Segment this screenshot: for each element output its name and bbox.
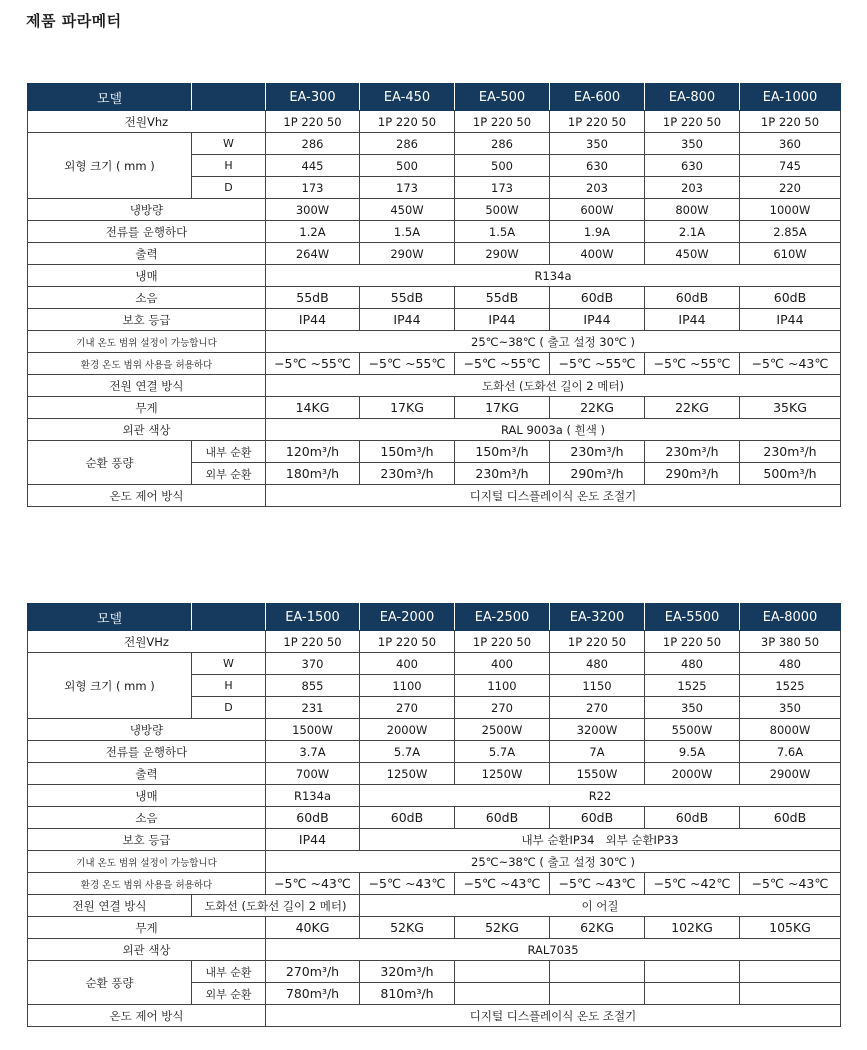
table-cell: 2.85A (740, 221, 841, 243)
row-label: 소음 (28, 287, 266, 309)
table-cell: 173 (266, 177, 360, 199)
noise-row (28, 287, 841, 309)
table-cell: 500 (360, 155, 455, 177)
table-cell: 1P 220 50 (360, 111, 455, 133)
sub-label: W (192, 133, 266, 155)
table-cell: 1.5A (455, 221, 550, 243)
table-cell: 60dB (645, 807, 740, 829)
sub-label: H (192, 155, 266, 177)
table-cell: 2000W (645, 763, 740, 785)
header-row (28, 604, 841, 631)
inner-temp-row (28, 851, 841, 873)
model-name: EA-600 (550, 84, 645, 111)
row-label: 순환 풍량 (28, 441, 192, 485)
table-cell: 1P 220 50 (740, 111, 841, 133)
table-cell: 230m³/h (645, 441, 740, 463)
table-cell: 17KG (455, 397, 550, 419)
sub-label: D (192, 177, 266, 199)
table-cell: 800W (645, 199, 740, 221)
table-cell: 270 (550, 697, 645, 719)
current-row (28, 221, 841, 243)
sub-label: 내부 순환 (192, 441, 266, 463)
table-cell: IP44 (455, 309, 550, 331)
table-cell: 203 (645, 177, 740, 199)
table-cell: 1100 (455, 675, 550, 697)
control-row (28, 485, 841, 507)
table-cell: 60dB (455, 807, 550, 829)
row-label: 냉방량 (28, 199, 266, 221)
table-cell: 400 (455, 653, 550, 675)
table-cell: R134a (266, 265, 841, 287)
table-cell: 286 (360, 133, 455, 155)
output-row (28, 763, 841, 785)
table-cell: 5500W (645, 719, 740, 741)
noise-row (28, 807, 841, 829)
model-name: EA-8000 (740, 604, 841, 631)
row-label: 외형 크기 ( mm ) (28, 133, 192, 199)
table-cell: 3.7A (266, 741, 360, 763)
table-cell: R22 (360, 785, 841, 807)
table-cell: RAL 9003a ( 흰색 ) (266, 419, 841, 441)
table-cell: 3200W (550, 719, 645, 741)
table-cell: 60dB (550, 287, 645, 309)
table-cell: 231 (266, 697, 360, 719)
table-cell: IP44 (266, 829, 360, 851)
table-cell: 350 (645, 133, 740, 155)
row-label: 기내 온도 범위 설정이 가능합니다 (28, 851, 266, 873)
table-cell (645, 961, 740, 983)
table-cell: 290W (360, 243, 455, 265)
model-name: EA-2000 (360, 604, 455, 631)
row-label: 전류를 운행하다 (28, 221, 266, 243)
table-cell: 150m³/h (360, 441, 455, 463)
row-label: 냉방량 (28, 719, 266, 741)
table-cell: 60dB (740, 807, 841, 829)
table-cell (455, 961, 550, 983)
ambient-row (28, 353, 841, 375)
table-cell: 1P 220 50 (266, 631, 360, 653)
power-row (28, 631, 841, 653)
table-cell: 480 (645, 653, 740, 675)
model-name: EA-3200 (550, 604, 645, 631)
table-cell: 1250W (455, 763, 550, 785)
table-cell: 1525 (740, 675, 841, 697)
table-cell (550, 983, 645, 1005)
table-cell: 630 (550, 155, 645, 177)
table-cell: 855 (266, 675, 360, 697)
model-name: EA-300 (266, 84, 360, 111)
table-cell: 500 (455, 155, 550, 177)
table-cell: 52KG (360, 917, 455, 939)
table-cell: 630 (645, 155, 740, 177)
table-cell: 1100 (360, 675, 455, 697)
connection-row (28, 375, 841, 397)
table-cell: 14KG (266, 397, 360, 419)
row-label: 외관 색상 (28, 939, 266, 961)
table-cell: 55dB (455, 287, 550, 309)
table-cell: 55dB (360, 287, 455, 309)
table-cell: 60dB (360, 807, 455, 829)
table-cell: R134a (266, 785, 360, 807)
table-cell: 230m³/h (550, 441, 645, 463)
row-label: 출력 (28, 243, 266, 265)
table-cell: 120m³/h (266, 441, 360, 463)
table-cell: 2900W (740, 763, 841, 785)
table-cell: 55dB (266, 287, 360, 309)
table-cell: 60dB (266, 807, 360, 829)
table-cell: 400W (550, 243, 645, 265)
table-cell: 60dB (550, 807, 645, 829)
table-cell: 1P 220 50 (455, 111, 550, 133)
table-cell: 5.7A (360, 741, 455, 763)
table-cell: −5℃ ~55℃ (266, 353, 360, 375)
model-name: EA-2500 (455, 604, 550, 631)
table-cell: 40KG (266, 917, 360, 939)
model-name: EA-800 (645, 84, 740, 111)
sub-label: H (192, 675, 266, 697)
table-cell: 180m³/h (266, 463, 360, 485)
table-cell: 8000W (740, 719, 841, 741)
table-cell: 7.6A (740, 741, 841, 763)
table-cell: 1P 220 50 (645, 631, 740, 653)
row-label: 환경 온도 범위 사용을 허용하다 (28, 353, 266, 375)
table-cell: IP44 (266, 309, 360, 331)
table-cell: −5℃ ~43℃ (266, 873, 360, 895)
output-row (28, 243, 841, 265)
table-cell: 2.1A (645, 221, 740, 243)
table-cell: 745 (740, 155, 841, 177)
table-cell: 1.2A (266, 221, 360, 243)
table-cell: −5℃ ~42℃ (645, 873, 740, 895)
table-cell: 105KG (740, 917, 841, 939)
table-cell: 22KG (550, 397, 645, 419)
table-cell: 370 (266, 653, 360, 675)
sub-label: D (192, 697, 266, 719)
current-row (28, 741, 841, 763)
table-cell: 25℃~38℃ ( 출고 설정 30℃ ) (266, 851, 841, 873)
table-cell: 290m³/h (645, 463, 740, 485)
table-cell: 1250W (360, 763, 455, 785)
table-cell: 290W (455, 243, 550, 265)
model-name: EA-5500 (645, 604, 740, 631)
table-cell: 1.5A (360, 221, 455, 243)
table-cell: IP44 (645, 309, 740, 331)
table-cell: 286 (455, 133, 550, 155)
row-label: 순환 풍량 (28, 961, 192, 1005)
table-cell: 270 (360, 697, 455, 719)
table-cell: 1P 220 50 (360, 631, 455, 653)
row-label: 전원Vhz (28, 111, 266, 133)
table-cell: 2000W (360, 719, 455, 741)
table-cell: 102KG (645, 917, 740, 939)
model-name: EA-450 (360, 84, 455, 111)
table-cell: 290m³/h (550, 463, 645, 485)
table-cell: 450W (360, 199, 455, 221)
spec-table-1 (27, 83, 841, 507)
table-cell: −5℃ ~55℃ (455, 353, 550, 375)
model-name: EA-1500 (266, 604, 360, 631)
table-cell: 360 (740, 133, 841, 155)
table-cell: −5℃ ~55℃ (645, 353, 740, 375)
airflow-in-row (28, 961, 841, 983)
table-cell: 780m³/h (266, 983, 360, 1005)
row-label: 온도 제어 방식 (28, 485, 266, 507)
table-cell: 350 (645, 697, 740, 719)
weight-row (28, 397, 841, 419)
table-cell: 445 (266, 155, 360, 177)
table-cell: 1P 220 50 (550, 631, 645, 653)
table-cell: 7A (550, 741, 645, 763)
table-cell: 203 (550, 177, 645, 199)
cooling-row (28, 199, 841, 221)
row-label: 외형 크기 ( mm ) (28, 653, 192, 719)
table-cell: IP44 (740, 309, 841, 331)
row-label: 온도 제어 방식 (28, 1005, 266, 1027)
table-cell: 35KG (740, 397, 841, 419)
table-cell: 1550W (550, 763, 645, 785)
table-cell: 60dB (740, 287, 841, 309)
table-cell: 도화선 (도화선 길이 2 메터) (192, 895, 360, 917)
sub-label: 내부 순환 (192, 961, 266, 983)
power-row (28, 111, 841, 133)
color-row (28, 419, 841, 441)
table-cell: −5℃ ~43℃ (550, 873, 645, 895)
size-w-row (28, 133, 841, 155)
table-cell: 5.7A (455, 741, 550, 763)
header-blank (192, 84, 266, 111)
table-cell: 디지털 디스플레이식 온도 조절기 (266, 485, 841, 507)
table-cell: 1.9A (550, 221, 645, 243)
table-cell: 1150 (550, 675, 645, 697)
row-label: 냉매 (28, 785, 266, 807)
table-cell: 230m³/h (455, 463, 550, 485)
table-cell: 270m³/h (266, 961, 360, 983)
table-cell: 450W (645, 243, 740, 265)
table-cell: 도화선 (도화선 길이 2 메터) (266, 375, 841, 397)
table-cell (740, 961, 841, 983)
refrigerant-row (28, 265, 841, 287)
sub-label: W (192, 653, 266, 675)
table-cell: 350 (550, 133, 645, 155)
table-cell: IP44 (360, 309, 455, 331)
inner-temp-row (28, 331, 841, 353)
table-cell: 62KG (550, 917, 645, 939)
table-cell: 600W (550, 199, 645, 221)
table-cell: 1P 220 50 (645, 111, 740, 133)
table-cell: −5℃ ~43℃ (740, 353, 841, 375)
table-cell: 디지털 디스플레이식 온도 조절기 (266, 1005, 841, 1027)
airflow-in-row (28, 441, 841, 463)
refrigerant-row (28, 785, 841, 807)
table-cell: −5℃ ~55℃ (360, 353, 455, 375)
table-cell: RAL7035 (266, 939, 841, 961)
table-cell: −5℃ ~43℃ (360, 873, 455, 895)
row-label: 무게 (28, 397, 266, 419)
header-row (28, 84, 841, 111)
table-cell: 480 (550, 653, 645, 675)
table-cell: 17KG (360, 397, 455, 419)
color-row (28, 939, 841, 961)
table-cell (550, 961, 645, 983)
weight-row (28, 917, 841, 939)
protection-row (28, 829, 841, 851)
row-label: 기내 온도 범위 설정이 가능합니다 (28, 331, 266, 353)
row-label: 보호 등급 (28, 829, 266, 851)
table-cell: 1P 220 50 (266, 111, 360, 133)
row-label: 냉매 (28, 265, 266, 287)
table-cell: −5℃ ~43℃ (740, 873, 841, 895)
table-cell: 1525 (645, 675, 740, 697)
table-cell: 173 (360, 177, 455, 199)
table-cell: 350 (740, 697, 841, 719)
table-cell: 3P 380 50 (740, 631, 841, 653)
table-cell: 230m³/h (740, 441, 841, 463)
sub-label: 외부 순환 (192, 463, 266, 485)
row-label: 소음 (28, 807, 266, 829)
table-cell (645, 983, 740, 1005)
table-cell: 610W (740, 243, 841, 265)
table-cell: 1P 220 50 (455, 631, 550, 653)
size-w-row (28, 653, 841, 675)
model-name: EA-1000 (740, 84, 841, 111)
control-row (28, 1005, 841, 1027)
model-header-label: 모델 (28, 604, 192, 631)
row-label: 무게 (28, 917, 266, 939)
row-label: 전원VHz (28, 631, 266, 653)
table-cell: 480 (740, 653, 841, 675)
table-cell: 25℃~38℃ ( 출고 설정 30℃ ) (266, 331, 841, 353)
table-cell: 286 (266, 133, 360, 155)
model-name: EA-500 (455, 84, 550, 111)
row-label: 보호 등급 (28, 309, 266, 331)
table-cell: 1000W (740, 199, 841, 221)
table-cell: 9.5A (645, 741, 740, 763)
sub-label: 외부 순환 (192, 983, 266, 1005)
row-label: 출력 (28, 763, 266, 785)
spec-table-2 (27, 603, 841, 1027)
table-cell: 500m³/h (740, 463, 841, 485)
table-cell: 60dB (645, 287, 740, 309)
table-cell: 22KG (645, 397, 740, 419)
row-label: 전원 연결 방식 (28, 375, 266, 397)
table-cell: 1500W (266, 719, 360, 741)
row-label: 전원 연결 방식 (28, 895, 192, 917)
table-cell: IP44 (550, 309, 645, 331)
table-cell: 52KG (455, 917, 550, 939)
row-label: 외관 색상 (28, 419, 266, 441)
table-cell: 300W (266, 199, 360, 221)
table-cell (740, 983, 841, 1005)
header-blank (192, 604, 266, 631)
cooling-row (28, 719, 841, 741)
table-cell: 230m³/h (360, 463, 455, 485)
connection-row (28, 895, 841, 917)
table-cell: −5℃ ~55℃ (550, 353, 645, 375)
table-cell: 810m³/h (360, 983, 455, 1005)
row-label: 환경 온도 범위 사용을 허용하다 (28, 873, 266, 895)
row-label: 전류를 운행하다 (28, 741, 266, 763)
table-cell: 264W (266, 243, 360, 265)
table-cell: 500W (455, 199, 550, 221)
table-cell: 2500W (455, 719, 550, 741)
ambient-row (28, 873, 841, 895)
table-cell: −5℃ ~43℃ (455, 873, 550, 895)
protection-row (28, 309, 841, 331)
table-cell: 270 (455, 697, 550, 719)
table-cell: 이 어질 (360, 895, 841, 917)
table-cell: 1P 220 50 (550, 111, 645, 133)
table-cell: 700W (266, 763, 360, 785)
model-header-label: 모델 (28, 84, 192, 111)
table-cell: 220 (740, 177, 841, 199)
table-cell: 내부 순환IP34 외부 순환IP33 (360, 829, 841, 851)
table-cell: 320m³/h (360, 961, 455, 983)
table-cell: 150m³/h (455, 441, 550, 463)
page-title: 제품 파라메터 (26, 12, 122, 30)
table-cell: 173 (455, 177, 550, 199)
table-cell: 400 (360, 653, 455, 675)
table-cell (455, 983, 550, 1005)
